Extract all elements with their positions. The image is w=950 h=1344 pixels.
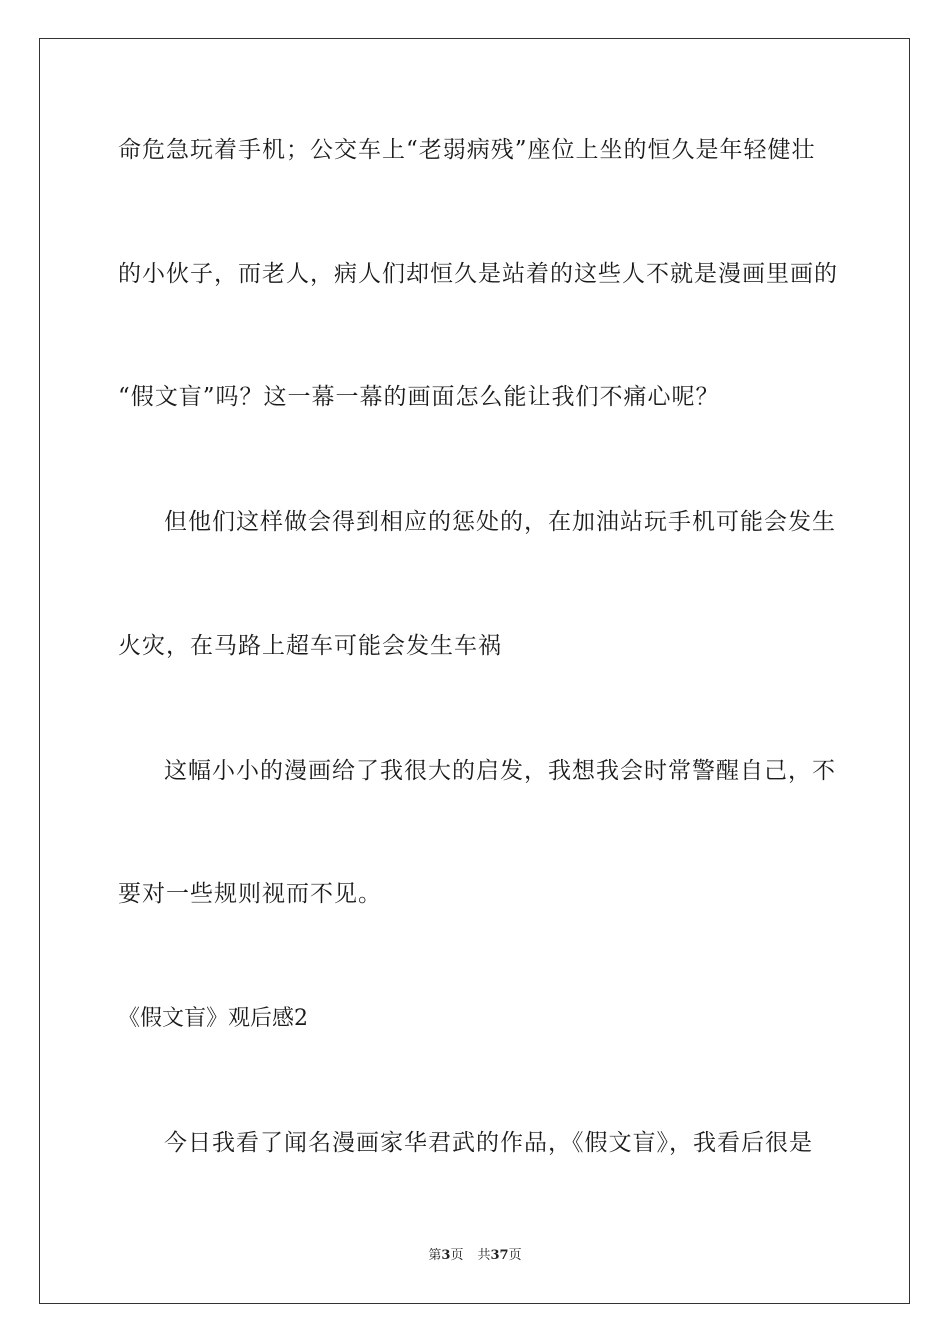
text-line-4: 但他们这样做会得到相应的惩处的，在加油站玩手机可能会发生 [164,509,836,535]
text-line-7: 要对一些规则视而不见。 [118,881,382,907]
footer-page-prefix: 第 [428,1248,442,1263]
section-heading: 《假文盲》观后感2 [118,1006,308,1031]
footer-total-suffix: 页 [508,1248,522,1263]
text-line-9: 今日我看了闻名漫画家华君武的作品，《假文盲》，我看后很是 [164,1130,813,1156]
footer-total-pages: 37 [490,1248,509,1263]
footer-page-number: 3 [441,1248,451,1263]
footer-page-suffix: 页 [450,1248,464,1263]
page-footer [0,1247,950,1265]
footer-total-prefix: 共 [477,1248,491,1263]
text-line-1: 命危急玩着手机；公交车上“老弱病残”座位上坐的恒久是年轻健壮 [118,137,816,163]
text-line-2: 的小伙子，而老人，病人们却恒久是站着的这些人不就是漫画里画的 [118,261,838,287]
page-border [39,38,910,1304]
text-line-3: “假文盲”吗？这一幕一幕的画面怎么能让我们不痛心呢？ [118,384,720,410]
text-line-6: 这幅小小的漫画给了我很大的启发，我想我会时常警醒自己，不 [164,758,836,784]
text-line-5: 火灾，在马路上超车可能会发生车祸 [118,633,502,659]
